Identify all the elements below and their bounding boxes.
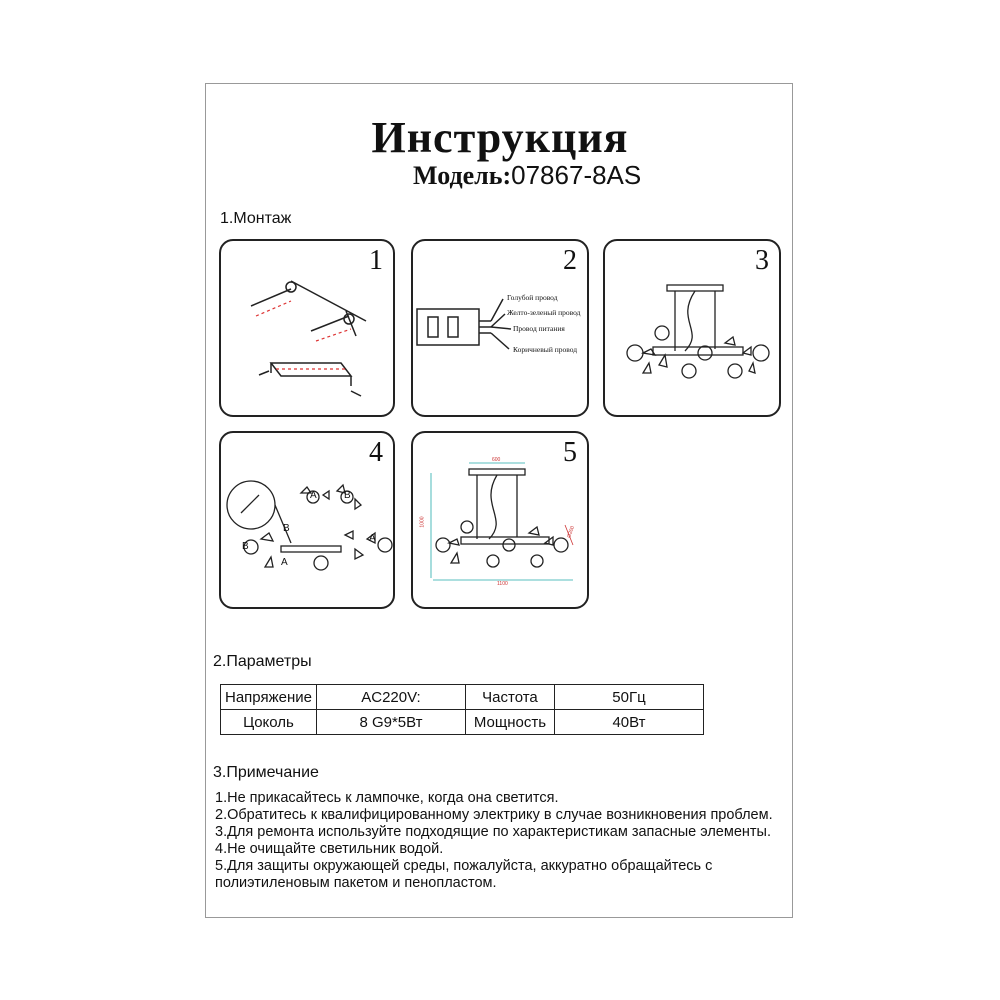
step-4-panel <box>219 431 395 609</box>
shade-assembly-illustration <box>221 433 395 609</box>
param-name-cell: Цоколь <box>221 710 317 735</box>
param-name-cell: Напряжение <box>221 685 317 710</box>
label-a: A <box>310 490 317 501</box>
parameters-table <box>220 684 704 735</box>
page-title: Инструкция <box>371 113 629 162</box>
param-value-cell: AC220V: <box>316 685 465 710</box>
list-item: 2.Обратитесь к квалифицированному электрику в случае возникновения проблем. <box>215 807 773 823</box>
step-number: 2 <box>563 245 577 276</box>
section-mounting-heading: 1.Монтаж <box>220 210 292 227</box>
section-notes-heading: 3.Примечание <box>213 764 319 781</box>
list-item: 3.Для ремонта используйте подходящие по характеристикам запасные элементы. <box>215 824 771 840</box>
step-number: 5 <box>563 437 577 468</box>
mounting-bracket-illustration <box>221 241 395 417</box>
list-item: 4.Не очищайте светильник водой. <box>215 841 444 857</box>
step-5-panel <box>411 431 589 609</box>
step-3-panel <box>603 239 781 417</box>
model-label: Модель: <box>413 161 512 190</box>
table-row <box>221 685 704 710</box>
dim-height: 1000 <box>419 516 426 528</box>
label-b: B <box>242 541 249 552</box>
step-number: 1 <box>369 245 383 276</box>
step-2-panel <box>411 239 589 417</box>
param-name-cell: Мощность <box>465 710 554 735</box>
label-b: B <box>344 490 351 501</box>
param-value-cell: 40Вт <box>554 710 703 735</box>
list-item: 5.Для защиты окружающей среды, пожалуйста, аккуратно обращайтесь с <box>215 858 713 874</box>
param-value-cell: 8 G9*5Вт <box>316 710 465 735</box>
wire-label-yellow-green: Желто-зеленый провод <box>507 308 581 317</box>
dim-diameter: Ø200 <box>566 525 577 539</box>
param-value-cell: 50Гц <box>554 685 703 710</box>
section-parameters-heading: 2.Параметры <box>213 653 312 670</box>
chandelier-illustration <box>605 241 781 417</box>
step-number: 3 <box>755 245 769 276</box>
table-row <box>221 710 704 735</box>
label-a: A <box>281 557 288 568</box>
wire-label-blue: Голубой провод <box>507 293 558 302</box>
label-b: B <box>283 523 290 534</box>
param-name-cell: Частота <box>465 685 554 710</box>
list-item: полиэтиленовым пакетом и пенопластом. <box>215 875 497 891</box>
model-line <box>413 160 641 191</box>
list-item: 1.Не прикасайтесь к лампочке, когда она светится. <box>215 790 559 806</box>
step-1-panel <box>219 239 395 417</box>
wire-label-power: Провод питания <box>513 324 565 333</box>
dim-top: 600 <box>492 457 501 463</box>
label-a: A <box>369 533 376 544</box>
step-number: 4 <box>369 437 383 468</box>
dim-width: 1100 <box>497 581 508 587</box>
model-value: 07867-8AS <box>511 160 642 190</box>
notes-list <box>215 790 773 892</box>
wire-label-brown: Коричневый провод <box>513 345 578 354</box>
